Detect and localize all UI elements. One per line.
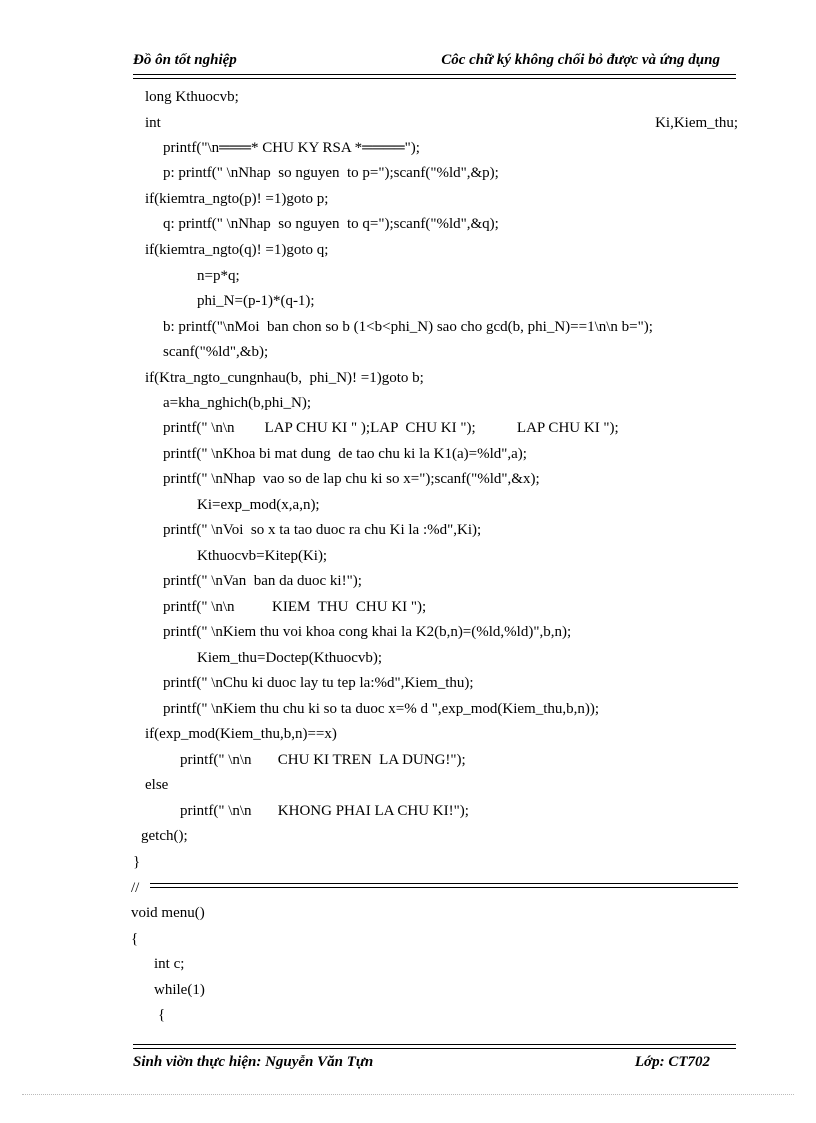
code-line: Kiem_thu=Doctep(Kthuocvb); xyxy=(197,650,383,666)
code-listing xyxy=(0,84,816,1023)
footer-student-name: Sinh viờn thực hiện: Nguyễn Văn Tựn xyxy=(133,1054,374,1070)
code-line: int c; xyxy=(154,956,185,972)
code-line: n=p*q; xyxy=(197,268,240,284)
code-line: printf(" \n\n KIEM THU CHU KI "); xyxy=(163,599,427,615)
code-line: printf(" \nKiem thu voi khoa cong khai la K2(b,n)=(%ld,%ld)",b,n); xyxy=(163,624,572,640)
code-line: b: printf("\nMoi ban chon so b (1<b<phi_N) sao cho gcd(b, phi_N)==1\n\n b="); xyxy=(163,319,653,335)
code-line: q: printf(" \nNhap so nguyen to q=");scanf("%ld",&q); xyxy=(163,216,499,232)
code-comment-slashes: // xyxy=(131,880,140,896)
code-line: } xyxy=(133,854,141,870)
header-right-title: Côc chữ ký không chối bỏ được và ứng dụng xyxy=(441,52,720,68)
header-rule xyxy=(133,74,736,79)
code-line-right: Ki,Kiem_thu; xyxy=(655,115,738,131)
code-line: if(kiemtra_ngto(q)! =1)goto q; xyxy=(145,242,329,258)
code-line: getch(); xyxy=(141,828,188,844)
code-line: printf(" \nChu ki duoc lay tu tep la:%d",Kiem_thu); xyxy=(163,675,474,691)
code-line: long Kthuocvb; xyxy=(145,89,239,105)
code-line: int xyxy=(145,115,161,131)
code-line: a=kha_nghich(b,phi_N); xyxy=(163,395,312,411)
footer-rule xyxy=(133,1044,736,1049)
code-line: printf(" \nNhap vao so de lap chu ki so x=");scanf("%ld",&x); xyxy=(163,471,540,487)
code-line: printf(" \n\n CHU KI TREN LA DUNG!"); xyxy=(180,752,466,768)
code-line: printf(" \nVoi so x ta tao duoc ra chu Ki la :%d",Ki); xyxy=(163,522,482,538)
code-line: while(1) xyxy=(154,982,205,998)
code-line: printf(" \n\n LAP CHU KI " );LAP CHU KI "); LAP CHU KI "); xyxy=(163,420,619,436)
code-line: printf(" \nKhoa bi mat dung de tao chu ki la K1(a)=%ld",a); xyxy=(163,446,527,462)
code-line: Kthuocvb=Kitep(Ki); xyxy=(197,548,328,564)
code-line: scanf("%ld",&b); xyxy=(163,344,269,360)
header-left-title: Đồ ôn tốt nghiệp xyxy=(133,52,237,68)
code-line: printf(" \nVan ban da duoc ki!"); xyxy=(163,573,362,589)
code-line: if(kiemtra_ngto(p)! =1)goto p; xyxy=(145,191,329,207)
code-line: { xyxy=(158,1007,166,1023)
code-separator-rule xyxy=(150,883,738,888)
code-line: void menu() xyxy=(131,905,205,921)
code-line: phi_N=(p-1)*(q-1); xyxy=(197,293,315,309)
footer-class: Lớp: CT702 xyxy=(634,1054,710,1070)
page-footer xyxy=(133,1054,736,1074)
code-line: p: printf(" \nNhap so nguyen to p=");scanf("%ld",&p); xyxy=(163,165,499,181)
code-line: if(exp_mod(Kiem_thu,b,n)==x) xyxy=(145,726,337,742)
code-line: else xyxy=(145,777,169,793)
code-line: printf(" \nKiem thu chu ki so ta duoc x=% d ",exp_mod(Kiem_thu,b,n)); xyxy=(163,701,600,717)
code-line: { xyxy=(131,931,139,947)
page-header xyxy=(133,52,736,72)
code-line: printf(" \n\n KHONG PHAI LA CHU KI!"); xyxy=(180,803,469,819)
code-line: printf("\n═══* CHU KY RSA *════"); xyxy=(163,140,420,156)
page-edge-divider xyxy=(22,1094,794,1095)
code-line: if(Ktra_ngto_cungnhau(b, phi_N)! =1)goto b; xyxy=(145,370,424,386)
code-line: Ki=exp_mod(x,a,n); xyxy=(197,497,320,513)
